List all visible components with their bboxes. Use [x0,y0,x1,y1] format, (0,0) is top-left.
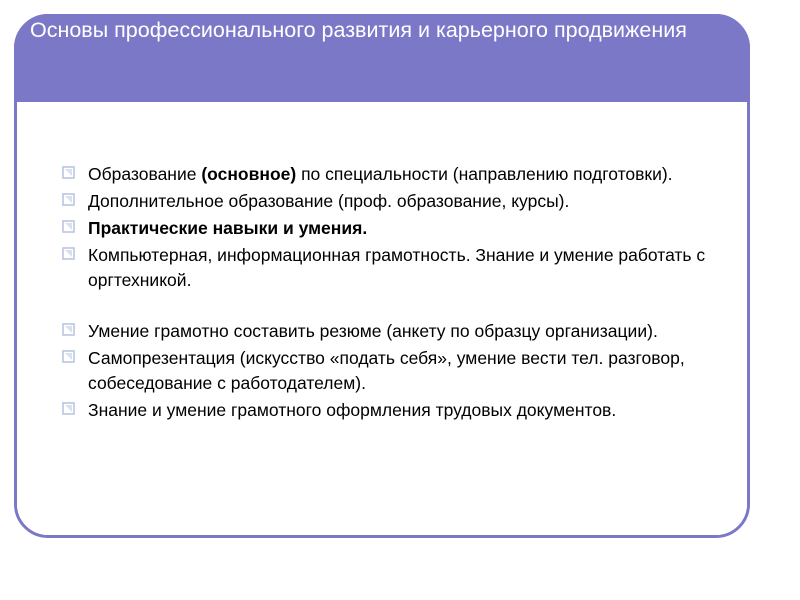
bullet-square-icon [62,243,88,260]
bullet-square-icon [62,346,88,363]
list-item [62,319,712,344]
list-item [62,216,712,241]
bullet-spacer [62,295,712,319]
list-item-text: Дополнительное образование (проф. образование, курсы). [88,191,570,211]
slide-body [17,104,747,535]
list-item [62,398,712,423]
list-item [62,243,712,293]
list-item [62,346,712,396]
bullet-list [62,162,712,425]
bullet-square-icon [62,398,88,415]
slide-title: Основы профессионального развития и карьерного продвижения [30,18,687,42]
list-item-text: Знание и умение грамотного оформления трудовых документов. [88,400,617,420]
bullet-square-icon [62,319,88,336]
bullet-square-icon [62,189,88,206]
list-item-text: Образование (основное) по специальности (направлению подготовки). [88,164,673,184]
list-item-text: Умение грамотно составить резюме (анкету по образцу организации). [88,321,658,341]
list-item-text: Самопрезентация (искусство «подать себя», умение вести тел. разговор, собеседование с работодателем). [88,348,685,393]
list-item [62,162,712,187]
list-item-text: Практические навыки и умения. [88,218,368,238]
bullet-square-icon [62,162,88,179]
list-item [62,189,712,214]
bullet-square-icon [62,216,88,233]
list-item-text: Компьютерная, информационная грамотность. Знание и умение работать с оргтехникой. [88,245,706,290]
